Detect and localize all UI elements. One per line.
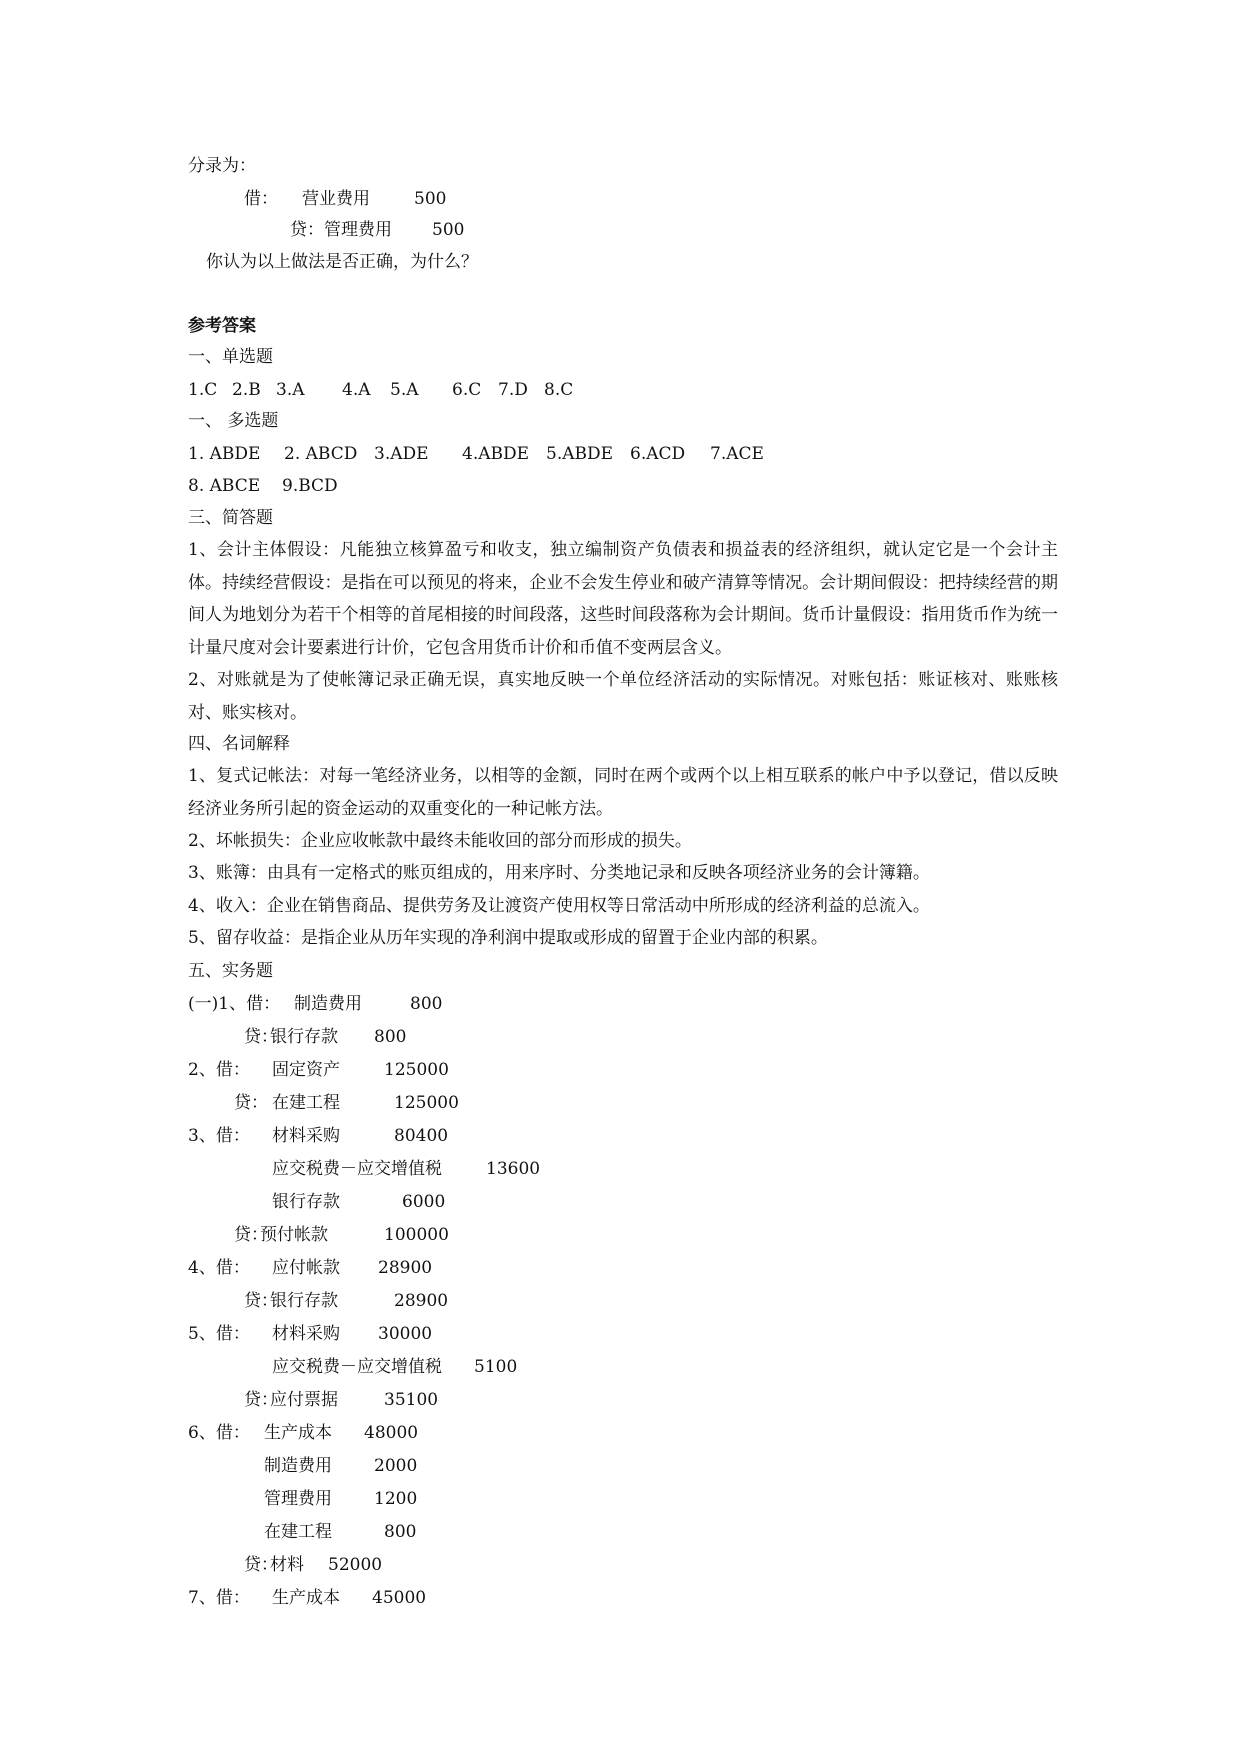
- entry-label: 3、借：: [188, 1126, 250, 1146]
- entry-debit-amount: 500: [414, 189, 447, 209]
- answer-item: 7.ACE: [710, 444, 764, 464]
- answer-item: 9.BCD: [282, 476, 338, 496]
- entry-account: 生产成本: [264, 1423, 332, 1443]
- entry-label: 贷：: [234, 1093, 268, 1113]
- entry-amount: 6000: [402, 1192, 446, 1212]
- entry-account: 应付帐款: [272, 1258, 340, 1278]
- entry-account: 应交税费－应交增值税: [272, 1159, 442, 1179]
- answer-item: 1. ABDE: [188, 444, 261, 464]
- entry-amount: 5100: [474, 1357, 518, 1377]
- entry-label: 4、借：: [188, 1258, 250, 1278]
- answer-item: 6.C: [452, 380, 482, 400]
- entry-credit: 贷：管理费用: [290, 220, 392, 240]
- entry-label: 5、借：: [188, 1324, 250, 1344]
- entry-amount: 800: [384, 1522, 417, 1542]
- entry-amount: 800: [374, 1027, 407, 1047]
- answer-item: 8.C: [544, 380, 574, 400]
- entry-label: 贷：: [244, 1027, 278, 1047]
- entry-account: 生产成本: [272, 1588, 340, 1608]
- entry-label: 7、借：: [188, 1588, 250, 1608]
- entry-amount: 800: [410, 994, 443, 1014]
- definition-2: 2、坏帐损失：企业应收帐款中最终未能收回的部分而形成的损失。: [188, 831, 692, 851]
- entry-account: 预付帐款: [260, 1225, 328, 1245]
- short-answer-2: 2、对账就是为了使帐簿记录正确无误，真实地反映一个单位经济活动的实际情况。对账包括：账证核对、账账核对、账实核对。: [188, 670, 1058, 723]
- entry-label: 6、借：: [188, 1423, 250, 1443]
- section-title-definitions: 四、名词解释: [188, 734, 290, 754]
- answer-item: 7.D: [498, 380, 528, 400]
- entry-amount: 35100: [384, 1390, 439, 1410]
- entry-account: 在建工程: [264, 1522, 332, 1542]
- entry-label: 贷：: [244, 1291, 278, 1311]
- entry-amount: 30000: [378, 1324, 433, 1344]
- entry-account: 应交税费－应交增值税: [272, 1357, 442, 1377]
- answer-item: 2. ABCD: [284, 444, 358, 464]
- definition-4: 4、收入：企业在销售商品、提供劳务及让渡资产使用权等日常活动中所形成的经济利益的总流入。: [188, 896, 930, 916]
- entry-amount: 52000: [328, 1555, 383, 1575]
- entry-amount: 125000: [384, 1060, 449, 1080]
- entry-amount: 28900: [378, 1258, 433, 1278]
- question: 你认为以上做法是否正确，为什么？: [206, 252, 478, 272]
- entry-label: (一)1、借：: [188, 994, 281, 1014]
- entry-account: 制造费用: [264, 1456, 332, 1476]
- entry-account: 固定资产: [272, 1060, 340, 1080]
- entry-account: 银行存款: [272, 1192, 340, 1212]
- entry-amount: 100000: [384, 1225, 449, 1245]
- definition-3: 3、账簿：由具有一定格式的账页组成的，用来序时、分类地记录和反映各项经济业务的会计簿籍。: [188, 863, 930, 883]
- short-answer-1: 1、会计主体假设：凡能独立核算盈亏和收支，独立编制资产负债表和损益表的经济组织，就认定它是一个会计主体。持续经营假设：是指在可以预见的将来，企业不会发生停业和破产清算等情况。会计期间假设：把持续经营的期间人为地划分为若干个相等的首尾相接的时间段落，这些时间段落称为会计期间。货币计量假设：指用货币作为统一计量尺度对会计要素进行计价，它包含用货币计价和币值不变两层含义。: [188, 540, 1058, 658]
- entry-label: 贷：: [244, 1555, 278, 1575]
- entry-amount: 13600: [486, 1159, 541, 1179]
- answer-item: 4.A: [342, 380, 371, 400]
- answer-item: 2.B: [232, 380, 261, 400]
- section-title-practice: 五、实务题: [188, 961, 273, 981]
- entry-account: 制造费用: [294, 994, 362, 1014]
- entry-debit-label: 借：: [244, 189, 278, 209]
- entry-amount: 125000: [394, 1093, 459, 1113]
- answers-title: 参考答案: [188, 316, 256, 336]
- entry-intro: 分录为：: [188, 156, 256, 176]
- entry-label: 贷：: [244, 1390, 278, 1410]
- answer-item: 3.ADE: [374, 444, 429, 464]
- entry-account: 材料: [270, 1555, 304, 1575]
- section-title-multi-choice: 一、 多选题: [188, 411, 279, 431]
- entry-account: 材料采购: [272, 1126, 340, 1146]
- definition-5: 5、留存收益：是指企业从历年实现的净利润中提取或形成的留置于企业内部的积累。: [188, 928, 828, 948]
- answer-item: 5.A: [390, 380, 419, 400]
- entry-amount: 2000: [374, 1456, 418, 1476]
- entry-account: 银行存款: [270, 1027, 338, 1047]
- entry-account: 应付票据: [270, 1390, 338, 1410]
- answer-item: 8. ABCE: [188, 476, 261, 496]
- entry-credit-amount: 500: [432, 220, 465, 240]
- answer-item: 3.A: [276, 380, 305, 400]
- entry-debit-account: 营业费用: [302, 189, 370, 209]
- answer-item: 6.ACD: [630, 444, 686, 464]
- entry-amount: 1200: [374, 1489, 418, 1509]
- entry-amount: 45000: [372, 1588, 427, 1608]
- entry-label: 贷：: [234, 1225, 268, 1245]
- definition-1: 1、复式记帐法：对每一笔经济业务，以相等的金额，同时在两个或两个以上相互联系的帐户中予以登记，借以反映经济业务所引起的资金运动的双重变化的一种记帐方法。: [188, 766, 1058, 819]
- entry-account: 银行存款: [270, 1291, 338, 1311]
- entry-account: 材料采购: [272, 1324, 340, 1344]
- entry-label: 2、借：: [188, 1060, 250, 1080]
- answer-item: 4.ABDE: [462, 444, 530, 464]
- entry-amount: 48000: [364, 1423, 419, 1443]
- entry-amount: 80400: [394, 1126, 449, 1146]
- entry-account: 管理费用: [264, 1489, 332, 1509]
- answer-item: 5.ABDE: [546, 444, 614, 464]
- section-title-short-answer: 三、简答题: [188, 508, 273, 528]
- answer-item: 1.C: [188, 380, 218, 400]
- section-title-single-choice: 一、单选题: [188, 347, 273, 367]
- entry-amount: 28900: [394, 1291, 449, 1311]
- entry-account: 在建工程: [272, 1093, 340, 1113]
